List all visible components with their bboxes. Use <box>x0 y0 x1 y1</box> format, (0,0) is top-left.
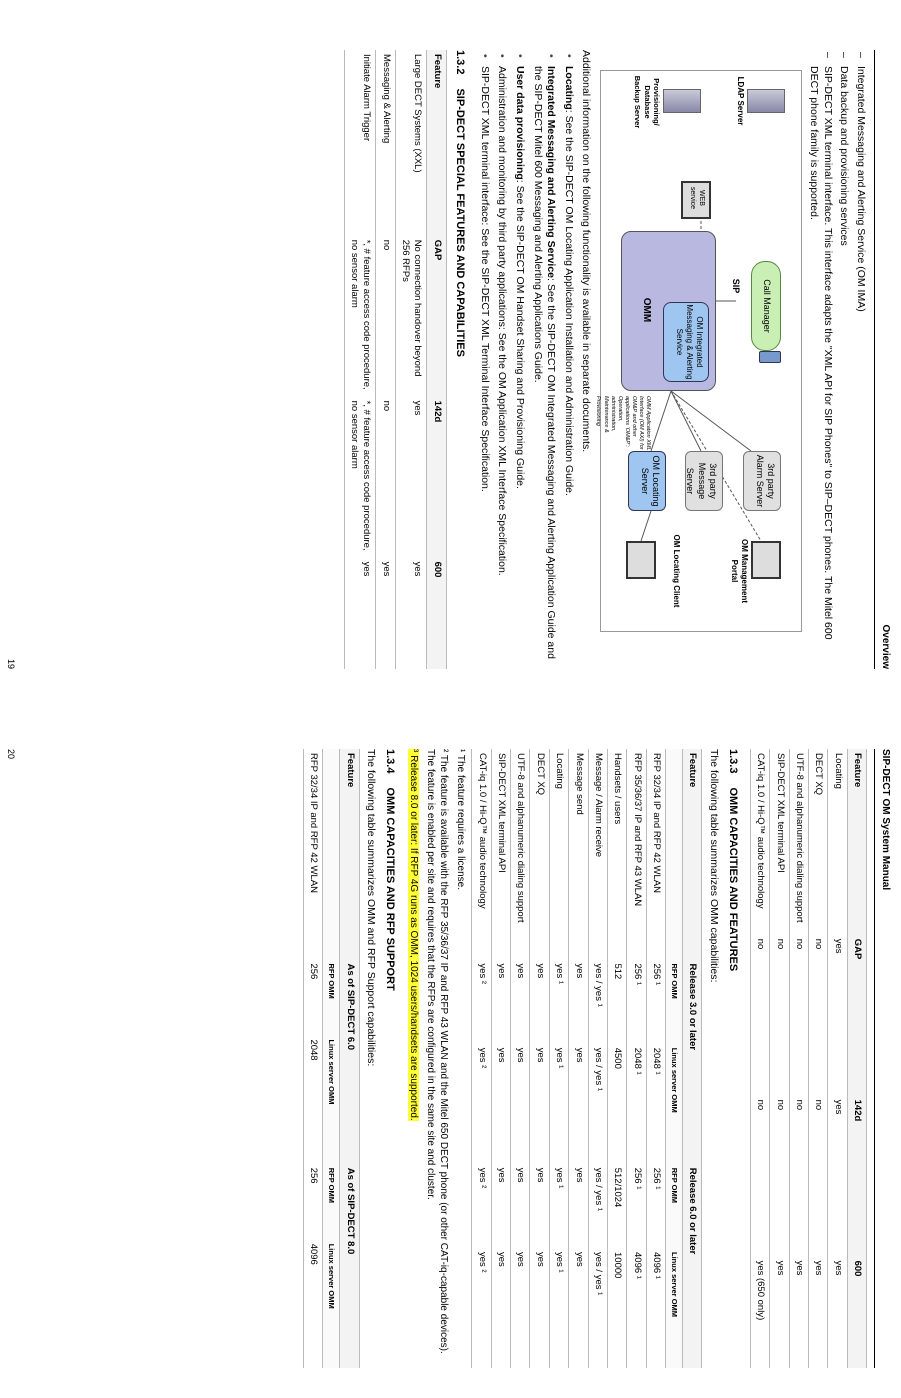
list-item: • Locating: See the SIP-DECT OM Locating Application Installation and Administration Guide. <box>561 66 575 669</box>
info-list <box>477 50 575 669</box>
ima-box: OM Integrated Messaging & Alerting Service <box>663 302 709 382</box>
list-item: • Integrated Messaging and Alerting Service: See the SIP-DECT OM Integrated Messaging and Alerting Application Guide and the SIP-DECT Mitel 600 Messaging and Alerting Applications Guide. <box>530 66 557 669</box>
architecture-diagram <box>595 70 802 632</box>
table-row: Messaging & Alerting no no yes <box>376 50 395 669</box>
message-server-box: 3rd party Message Server <box>685 451 723 511</box>
table-row: RFP 32/34 IP and RFP 42 WLAN 256 ¹ 2048 ¹ 256 ¹ 4096 ¹ <box>646 749 665 1368</box>
list-item: – SIP-DECT XML terminal interface. This interface adapts the "XML API for SIP Phones" to SIP–DECT phones. The Mitel 600 DECT phone family is supported. <box>806 66 833 669</box>
ldap-server-icon <box>747 89 785 113</box>
list-item: • Administration and monitoring by third party applications: See the OM Application XML Interface Specification. <box>495 66 509 669</box>
page-header <box>874 749 893 1368</box>
section-heading: 1.3.4OMM CAPACITIES AND RFP SUPPORT <box>384 749 397 991</box>
list-item: • User data provisioning: See the SIP-DECT OM Handset Sharing and Provisioning Guide. <box>512 66 526 669</box>
col-header: 600 <box>427 558 446 669</box>
omm-label: OMM <box>641 297 653 323</box>
omm-rfp-support-table: Feature As of SIP-DECT 6.0 As of SIP-DECT 8.0 RFP OMM Linux server OMM RFP OMM Linux server OMM RFP 32/34 IP and RFP 42 WLAN 256 2048 256 4096 <box>303 749 359 1368</box>
table-row: Initiate Alarm Trigger *, # feature access code procedure, no sensor alarm *, # feature access code procedure, no sensor alarm yes <box>344 50 376 669</box>
page-header <box>874 50 893 669</box>
phone-icon <box>759 351 781 363</box>
page-number: 20 <box>6 749 16 760</box>
footnote-3-highlighted: ³ Release 8.0 or later: If RFP 4G runs as OMM, 1024 users/handsets are supported. <box>408 749 420 1121</box>
header-title: SIP-DECT OM System Manual <box>880 749 891 891</box>
provisioning-server-icon <box>663 89 701 113</box>
table-row: Locating yes yes yes <box>828 749 847 1368</box>
list-item: – Data backup and provisioning services <box>837 66 851 669</box>
special-features-table <box>344 50 447 669</box>
table-row: RFP 32/34 IP and RFP 42 WLAN 256 2048 256 4096 <box>304 749 323 1368</box>
section-heading: 1.3.2SIP-DECT SPECIAL FEATURES AND CAPABILITIES <box>453 50 466 357</box>
table-row: DECT XQ no no yes <box>808 749 827 1368</box>
col-header: Feature <box>427 50 446 236</box>
alarm-server-box: 3rd party Alarm Server <box>743 451 781 511</box>
call-manager-box: Call Manager <box>751 261 781 351</box>
table-row: Locating yes ¹ yes ¹ yes ¹ yes ¹ <box>549 749 568 1368</box>
table-row: DECT XQ yes yes yes yes <box>530 749 549 1368</box>
table-row: Large DECT Systems (XXL) No connection handover beyond 256 RFPs yes yes <box>395 50 427 669</box>
section-intro: The following table summarizes OMM capabilities: <box>707 749 720 983</box>
page-number: 19 <box>6 658 16 669</box>
special-features-table-continued: Feature GAP 142d 600 Locating yes yes yes DECT XQ no no yes UTF-8 and alphanumeric dialing support no no yes SIP-DECT XML terminal API no no yes CAT-iq 1.0 / Hi-Q™ audio technology no no yes (650 only) <box>750 749 867 1368</box>
page-content <box>344 50 867 669</box>
table-row: CAT-iq 1.0 / Hi-Q™ audio technology no no yes (650 only) <box>750 749 769 1368</box>
page-20 <box>0 699 901 1398</box>
web-label: WEB service <box>689 186 706 210</box>
locating-server-box: OM Locating Server <box>628 451 666 511</box>
table-row: Handsets / users 512 4500 512/1024 10000 <box>607 749 626 1368</box>
omm-capacities-table: Feature Release 3.0 or later Release 6.0 or later RFP OMM Linux server OMM RFP OMM Linux server OMM RFP 32/34 IP and RFP 42 WLAN 256 ¹ 2048 ¹ 256 ¹ 4096 ¹ RFP 35/36/37 IP and RFP 43 WLAN 256 ¹ 2048 ¹ 256 ¹ 4096 ¹ Handsets / users 512 4500 512/1024 10000 Message / Alarm receive yes / yes ¹ yes / yes ¹ yes / yes ¹ yes / yes ¹ Message send yes yes yes yes Locating yes ¹ yes ¹ yes ¹ yes ¹ DECT XQ yes yes yes yes UTF-8 and alphanumeric dialing support yes yes yes yes SIP-DECT XML terminal API yes yes yes yes CAT-iq 1.0 / Hi-Q™ audio technology yes ² yes ² yes ² yes ² <box>471 749 702 1368</box>
table-row: UTF-8 and alphanumeric dialing support yes yes yes yes <box>511 749 530 1368</box>
footnote-2: ² The feature is available with the RFP 35/36/37 IP and RFP 43 WLAN and the Mitel 650 DECT phone (or other CAT-iq-capable devices). The feature is enabled per site and requires that the RFPs are configured in the same site and cluster. <box>425 749 450 1354</box>
table-row: SIP-DECT XML terminal API yes yes yes yes <box>491 749 510 1368</box>
table-row: CAT-iq 1.0 / Hi-Q™ audio technology yes ² yes ² yes ² yes ² <box>472 749 491 1368</box>
intro-text: Additional information on the following functionality is available in separate documents. <box>580 50 593 453</box>
api-note: OMM Application XML Interface (OM AXI) for OM&P and other applications ‘OM&P’: Operation, administration, Maintenance & Provisioning <box>595 396 652 451</box>
page-content <box>303 749 867 1368</box>
col-header: 142d <box>427 397 446 558</box>
header-title: Overview <box>880 624 891 669</box>
col-header: GAP <box>427 236 446 397</box>
table-row: Message / Alarm receive yes / yes ¹ yes / yes ¹ yes / yes ¹ yes / yes ¹ <box>588 749 607 1368</box>
table-row: Message send yes yes yes yes <box>569 749 588 1368</box>
mgmt-label: OM Management Portal <box>730 538 750 603</box>
prov-label: Provisioning/ Database Backup Server <box>632 75 662 129</box>
footnote-1: ¹ The feature requires a license. <box>455 749 467 891</box>
table-row: UTF-8 and alphanumeric dialing support no no yes <box>789 749 808 1368</box>
locating-client-icon <box>626 541 656 579</box>
list-item: • SIP-DECT XML terminal interface: See the SIP-DECT XML Terminal Interface Specification. <box>477 66 491 669</box>
section-intro: The following table summarizes OMM and RFP Support capabilities: <box>365 749 378 1067</box>
feature-list <box>806 50 867 669</box>
list-item: – Integrated Messaging and Alerting Service (OM IMA) <box>853 66 867 669</box>
mgmt-computer-icon <box>751 541 781 579</box>
table-row: RFP 35/36/37 IP and RFP 43 WLAN 256 ¹ 2048 ¹ 256 ¹ 4096 ¹ <box>627 749 646 1368</box>
section-heading: 1.3.3OMM CAPACITIES AND FEATURES <box>726 749 739 972</box>
table-row: SIP-DECT XML terminal API no no yes <box>770 749 789 1368</box>
ldap-label: LDAP Server <box>736 76 746 126</box>
loc-client-label: OM Locating Client <box>672 534 682 608</box>
sip-label: SIP <box>731 278 742 294</box>
omm-box <box>621 231 716 391</box>
